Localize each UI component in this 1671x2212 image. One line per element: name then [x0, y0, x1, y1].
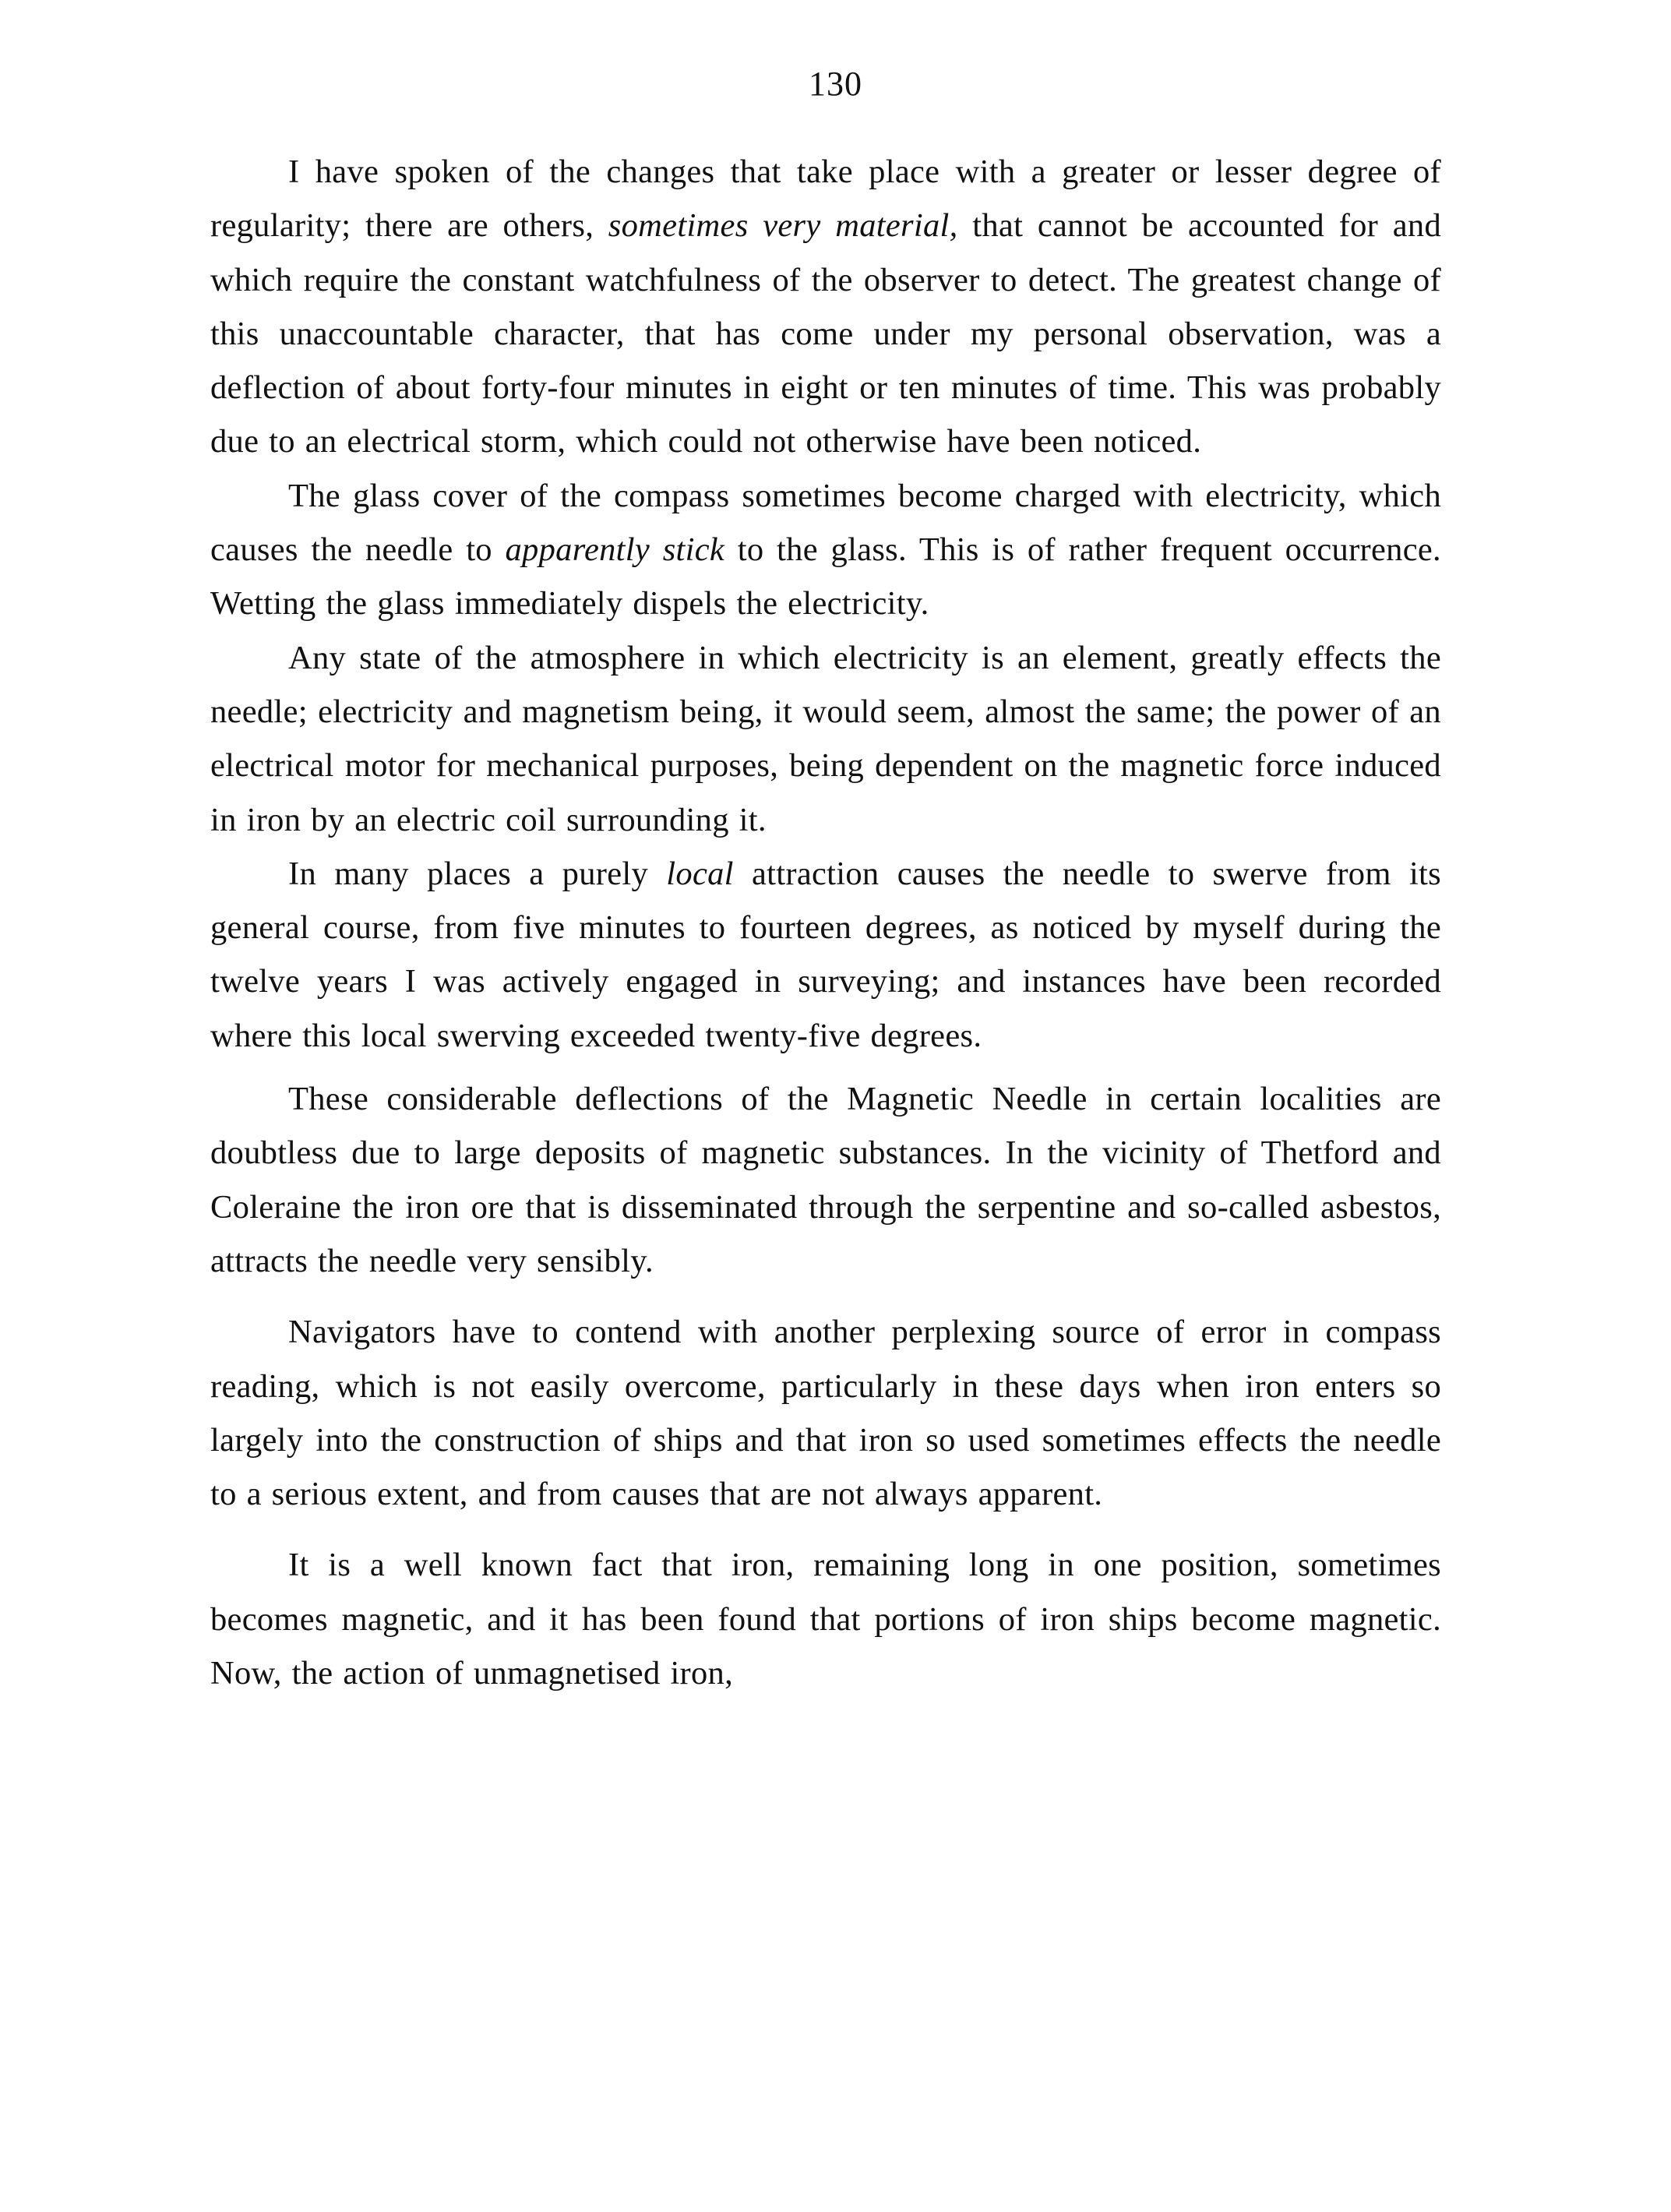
- paragraph-1: [210, 145, 1441, 469]
- text-run: that cannot be accounted for and which require the constant watchfulness of the observer to detect. The greatest change of this unaccountable character, that has come under my personal observation, was a deflection of about forty-four minutes in eight or ten minutes of time. This was probably due to an electrical storm, which could not otherwise have been noticed.: [210, 207, 1441, 460]
- body-text: [210, 145, 1441, 1700]
- paragraph-5: [210, 1072, 1441, 1288]
- text-run: In many places a purely: [288, 855, 667, 892]
- italic-text-run: apparently stick: [505, 531, 725, 569]
- paragraph-4: [210, 847, 1441, 1063]
- text-run: Any state of the atmosphere in which electricity is an element, greatly effects the needle; electricity and magnetism being, it would seem, almost the same; the power of an electrical motor for mechanical purposes, being dependent on the magnetic force induced in iron by an electric coil surrounding it.: [210, 639, 1441, 838]
- text-run: Navigators have to contend with another perplexing source of error in compass reading, which is not easily overcome, particularly in these days when iron enters so largely into the construction of ships and that iron so used sometimes effects the needle to a serious extent, and from causes that are not always apparent.: [210, 1314, 1441, 1513]
- text-run: It is a well known fact that iron, remaining long in one position, sometimes becomes magnetic, and it has been found that portions of iron ships become magnetic. Now, the action of unmagnetised iron,: [210, 1547, 1441, 1692]
- paragraph-7: [210, 1538, 1441, 1700]
- text-run: I have spoken of the changes that take place with a greater or lesser degree of regularity; there are others,: [210, 153, 1441, 245]
- text-run: The glass cover of the compass sometimes become charged with electricity, which causes the needle to: [210, 477, 1441, 569]
- italic-text-run: local: [666, 855, 734, 892]
- italic-text-run: sometimes very material,: [608, 207, 958, 245]
- paragraph-6: [210, 1305, 1441, 1521]
- text-run: These considerable deflections of the Magnetic Needle in certain localities are doubtless due to large deposits of magnetic substances. In the vicinity of Thetford and Coleraine the iron ore that is disseminated through the serpentine and so-called asbestos, attracts the needle very sensibly.: [210, 1081, 1441, 1279]
- page-number: 130: [809, 65, 862, 103]
- paragraph-3: [210, 631, 1441, 847]
- paragraph-2: [210, 469, 1441, 631]
- text-run: attraction causes the needle to swerve from its general course, from five minutes to fourteen degrees, as noticed by myself during the twelve years I was actively engaged in surveying; and instances have been recorded where this local swerving exceeded twenty-five degrees.: [210, 855, 1441, 1054]
- text-run: to the glass. This is of rather frequent occurrence. Wetting the glass immediately dispels the electricity.: [210, 531, 1441, 623]
